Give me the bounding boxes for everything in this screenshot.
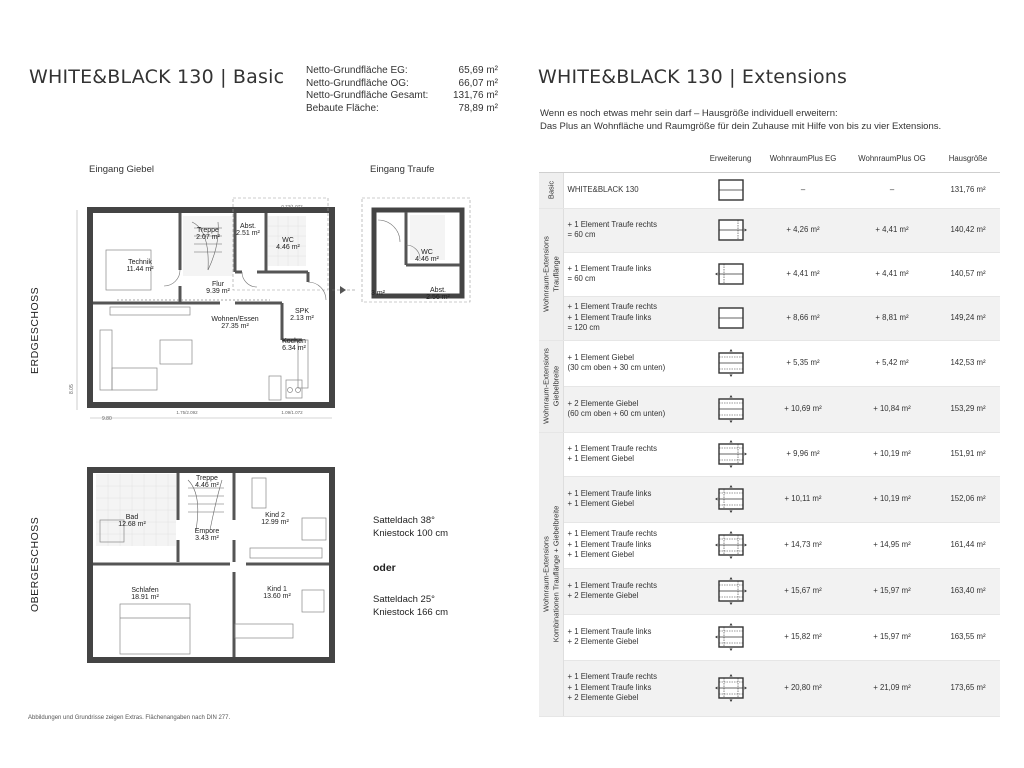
table-row <box>539 476 1000 522</box>
house-size-value: 131,76 m² <box>936 172 1000 208</box>
group-label-cell <box>539 432 563 716</box>
room-kind1: Kind 1 <box>267 586 287 593</box>
plus-og-value: – <box>848 172 936 208</box>
description-line: + 2 Elemente Giebel <box>567 637 639 646</box>
house-size-value: 152,06 m² <box>936 476 1000 522</box>
page-title-extensions: WHITE&BLACK 130 | Extensions <box>538 66 848 88</box>
description-line: + 1 Element Traufe rechts <box>567 219 657 229</box>
floor-label-eg: ERDGESCHOSS <box>29 286 41 374</box>
extension-description <box>563 614 703 660</box>
room-technik-area: 11.44 m² <box>126 266 154 273</box>
plus-og-value: + 10,84 m² <box>848 386 936 432</box>
house-size-value: 151,91 m² <box>936 432 1000 476</box>
plus-eg-value: + 9,96 m² <box>758 432 848 476</box>
extension-description <box>563 476 703 522</box>
extension-description <box>563 386 703 432</box>
combo-r1-icon <box>703 432 758 476</box>
footnote: Abbildungen und Grundrisse zeigen Extras. Flächenangaben nach DIN 277. <box>28 715 231 721</box>
stat-row <box>306 78 498 91</box>
room-flur: Flur <box>211 281 225 288</box>
description-line: (60 cm oben + 60 cm unten) <box>567 409 666 418</box>
area-stats <box>306 65 498 115</box>
table-row <box>539 568 1000 614</box>
group-label: Basic <box>546 180 555 200</box>
intro-line: Das Plus an Wohnfläche und Raumgröße für dein Zuhause mit Hilfe von bis zu vier Extensions. <box>540 120 942 132</box>
description-line: + 1 Element Giebel <box>567 454 635 463</box>
roof-or-label: oder <box>373 562 396 574</box>
description-line: + 1 Element Traufe links <box>567 682 652 692</box>
room-schlafen-area: 18.91 m² <box>131 594 159 601</box>
traufe-right-icon <box>703 208 758 252</box>
extension-description <box>563 522 703 568</box>
entrance-eaves-label: Eingang Traufe <box>370 164 435 175</box>
group-label: Wohnraum-Extensions <box>541 348 551 424</box>
stat-value: 66,07 m² <box>458 77 498 89</box>
roof-b-line: Kniestock 166 cm <box>373 607 448 618</box>
plus-og-value: + 15,97 m² <box>848 614 936 660</box>
combo-l2-icon <box>703 614 758 660</box>
plus-og-value: + 10,19 m² <box>848 476 936 522</box>
table-row <box>539 208 1000 252</box>
plus-eg-value: + 4,26 m² <box>758 208 848 252</box>
header-blank <box>563 146 703 172</box>
roof-b-line: Satteldach 25° <box>373 594 435 605</box>
extension-description <box>563 432 703 476</box>
room-treppe: Treppe <box>197 227 219 234</box>
extensions-table <box>539 146 1000 717</box>
house-size-value: 161,44 m² <box>936 522 1000 568</box>
description-line: WHITE&BLACK 130 <box>567 184 639 194</box>
table-body <box>539 172 1000 716</box>
description-line: + 1 Element Traufe rechts <box>567 672 657 682</box>
description-line: + 1 Element Traufe links <box>567 488 652 498</box>
stat-value: 65,69 m² <box>458 65 498 76</box>
extension-description <box>563 340 703 386</box>
room-kind1-area: 13.60 m² <box>263 593 291 600</box>
plus-eg-value: + 10,11 m² <box>758 476 848 522</box>
header-blank <box>539 146 563 172</box>
group-label: Giebelbreite <box>550 365 560 407</box>
group-label-cell <box>539 208 563 340</box>
traufe-both-icon <box>703 296 758 340</box>
stat-value: 78,89 m² <box>458 102 498 114</box>
extension-description <box>563 208 703 252</box>
dim-height-label: 8.05 <box>69 384 75 394</box>
header-cell: Hausgröße <box>936 146 1000 172</box>
stat-row <box>306 103 498 116</box>
table-row <box>539 296 1000 340</box>
plus-og-value: + 14,95 m² <box>848 522 936 568</box>
plus-eg-value: + 20,80 m² <box>758 660 848 716</box>
table-row <box>539 432 1000 476</box>
house-size-value: 173,65 m² <box>936 660 1000 716</box>
house-size-value: 163,55 m² <box>936 614 1000 660</box>
description-line: + 1 Element Traufe links <box>567 626 652 636</box>
description-line: + 1 Element Traufe rechts <box>567 443 657 453</box>
stat-value: 131,76 m² <box>452 90 498 101</box>
group-label-cell <box>539 340 563 432</box>
group-label-cell <box>539 172 563 208</box>
room-wc-traufe-area: 4.46 m² <box>415 256 439 263</box>
stat-row <box>306 65 498 78</box>
room-kochen: Kochen <box>282 338 306 345</box>
room-abst-traufe-area: 2.56 m² <box>426 294 450 301</box>
plus-eg-value: + 15,82 m² <box>758 614 848 660</box>
plus-eg-value: – <box>758 172 848 208</box>
header-cell: WohnraumPlus EG <box>758 146 848 172</box>
table-row <box>539 522 1000 568</box>
combo-l1-icon <box>703 476 758 522</box>
roof-a-line: Kniestock 100 cm <box>373 528 448 539</box>
table-header-row <box>539 146 1000 172</box>
description-line: + 2 Elemente Giebel <box>567 693 639 703</box>
extension-description <box>563 296 703 340</box>
house-size-value: 149,24 m² <box>936 296 1000 340</box>
giebel-one-icon <box>703 340 758 386</box>
stat-label: Netto-Grundfläche EG: <box>306 65 408 76</box>
room-empore: Empore <box>194 528 220 535</box>
room-treppe-og: Treppe <box>196 475 218 482</box>
description-line: + 1 Element Traufe rechts <box>567 302 657 312</box>
room-kochen-area: 6.34 m² <box>282 345 306 352</box>
combo-rl2-icon <box>703 660 758 716</box>
stat-label: Bebaute Fläche: <box>306 102 379 114</box>
plus-eg-value: + 8,66 m² <box>758 296 848 340</box>
room-treppe-og-area: 4.46 m² <box>195 482 219 489</box>
group-label: Trauflänge <box>550 256 560 292</box>
plus-eg-value: + 14,73 m² <box>758 522 848 568</box>
plus-og-value: + 10,19 m² <box>848 432 936 476</box>
room-bad: Bad <box>125 514 139 521</box>
description-line: = 60 cm <box>567 274 596 283</box>
basic-icon <box>703 172 758 208</box>
room-wc-traufe: WC <box>421 249 433 256</box>
table-row <box>539 614 1000 660</box>
description-line: = 120 cm <box>567 323 600 333</box>
house-size-value: 142,53 m² <box>936 340 1000 386</box>
dim-window-label: 0.73/1.072 <box>281 204 303 209</box>
table-row <box>539 386 1000 432</box>
plus-og-value: + 5,42 m² <box>848 340 936 386</box>
extension-description <box>563 660 703 716</box>
page-title-basic: WHITE&BLACK 130 | Basic <box>29 66 285 88</box>
plus-og-value: + 21,09 m² <box>848 660 936 716</box>
intro-text <box>540 108 941 133</box>
plus-og-value: + 4,41 m² <box>848 208 936 252</box>
description-line: + 1 Element Traufe rechts <box>567 529 657 539</box>
room-abst-traufe: Abst. <box>430 287 446 294</box>
plus-eg-value: + 5,35 m² <box>758 340 848 386</box>
group-label: Wohnraum-Extensions <box>541 536 551 612</box>
group-label: Wohnraum-Extensions <box>541 236 551 312</box>
room-flur-traufe-area: 3 m² <box>371 290 385 297</box>
table-row <box>539 172 1000 208</box>
table-row <box>539 340 1000 386</box>
plus-og-value: + 4,41 m² <box>848 252 936 296</box>
extension-description <box>563 568 703 614</box>
dim-window-label: 1.75/2.092 <box>176 410 198 415</box>
plus-eg-value: + 10,69 m² <box>758 386 848 432</box>
room-abst: Abst. <box>240 223 256 230</box>
house-size-value: 140,42 m² <box>936 208 1000 252</box>
traufe-left-icon <box>703 252 758 296</box>
ground-floor-plan <box>70 190 470 430</box>
table-row <box>539 660 1000 716</box>
description-line: + 1 Element Giebel <box>567 499 635 508</box>
extension-description <box>563 252 703 296</box>
room-flur-area: 9.39 m² <box>206 288 230 295</box>
description-line: = 60 cm <box>567 230 596 239</box>
roof-option-a <box>373 514 448 540</box>
room-wohnen: Wohnen/Essen <box>211 316 259 323</box>
description-line: + 1 Element Giebel <box>567 352 635 362</box>
plus-eg-value: + 15,67 m² <box>758 568 848 614</box>
stat-row <box>306 90 498 103</box>
description-line: (30 cm oben + 30 cm unten) <box>567 363 666 372</box>
dim-window-label: 1.09/1.072 <box>281 410 303 415</box>
intro-line: Wenn es noch etwas mehr sein darf – Hausgröße individuell erweitern: <box>540 108 838 119</box>
roof-option-b <box>373 593 448 619</box>
room-spk-area: 2.13 m² <box>290 315 314 322</box>
upper-floor-plan <box>70 460 350 670</box>
house-size-value: 140,57 m² <box>936 252 1000 296</box>
roof-a-line: Satteldach 38° <box>373 515 435 526</box>
header-cell: WohnraumPlus OG <box>848 146 936 172</box>
description-line: + 2 Elemente Giebel <box>567 398 639 408</box>
room-kind2: Kind 2 <box>265 512 285 519</box>
description-line: + 1 Element Traufe rechts <box>567 580 657 590</box>
room-schlafen: Schlafen <box>131 587 159 594</box>
stat-label: Netto-Grundfläche Gesamt: <box>306 90 429 101</box>
floor-label-og: OBERGESCHOSS <box>29 516 41 612</box>
plus-og-value: + 8,81 m² <box>848 296 936 340</box>
room-technik: Technik <box>128 259 152 266</box>
plus-eg-value: + 4,41 m² <box>758 252 848 296</box>
description-line: + 1 Element Traufe links <box>567 263 652 273</box>
table-row <box>539 252 1000 296</box>
house-size-value: 163,40 m² <box>936 568 1000 614</box>
combo-rl1-icon <box>703 522 758 568</box>
group-label: Kombinationen Trauflänge + Giebelbreite <box>550 505 560 643</box>
dim-width-label: 9.80 <box>102 416 112 422</box>
plus-og-value: + 15,97 m² <box>848 568 936 614</box>
combo-r2-icon <box>703 568 758 614</box>
room-abst-area: 2.51 m² <box>236 230 260 237</box>
description-line: + 1 Element Traufe links <box>567 312 652 322</box>
extension-description <box>563 172 703 208</box>
giebel-two-icon <box>703 386 758 432</box>
room-spk: SPK <box>294 308 310 315</box>
room-empore-area: 3.43 m² <box>195 535 219 542</box>
room-bad-area: 12.68 m² <box>118 521 146 528</box>
stat-label: Netto-Grundfläche OG: <box>306 77 409 89</box>
description-line: + 1 Element Traufe links <box>567 539 652 549</box>
entrance-gable-label: Eingang Giebel <box>89 164 154 175</box>
description-line: + 1 Element Giebel <box>567 550 635 560</box>
room-wc-area: 4.46 m² <box>276 244 300 251</box>
house-size-value: 153,29 m² <box>936 386 1000 432</box>
room-wc: WC <box>282 237 294 244</box>
room-kind2-area: 12.99 m² <box>261 519 289 526</box>
description-line: + 2 Elemente Giebel <box>567 591 639 600</box>
header-cell: Erweiterung <box>703 146 758 172</box>
room-treppe-area: 2.07 m² <box>196 234 220 241</box>
room-wohnen-area: 27.35 m² <box>221 323 249 330</box>
